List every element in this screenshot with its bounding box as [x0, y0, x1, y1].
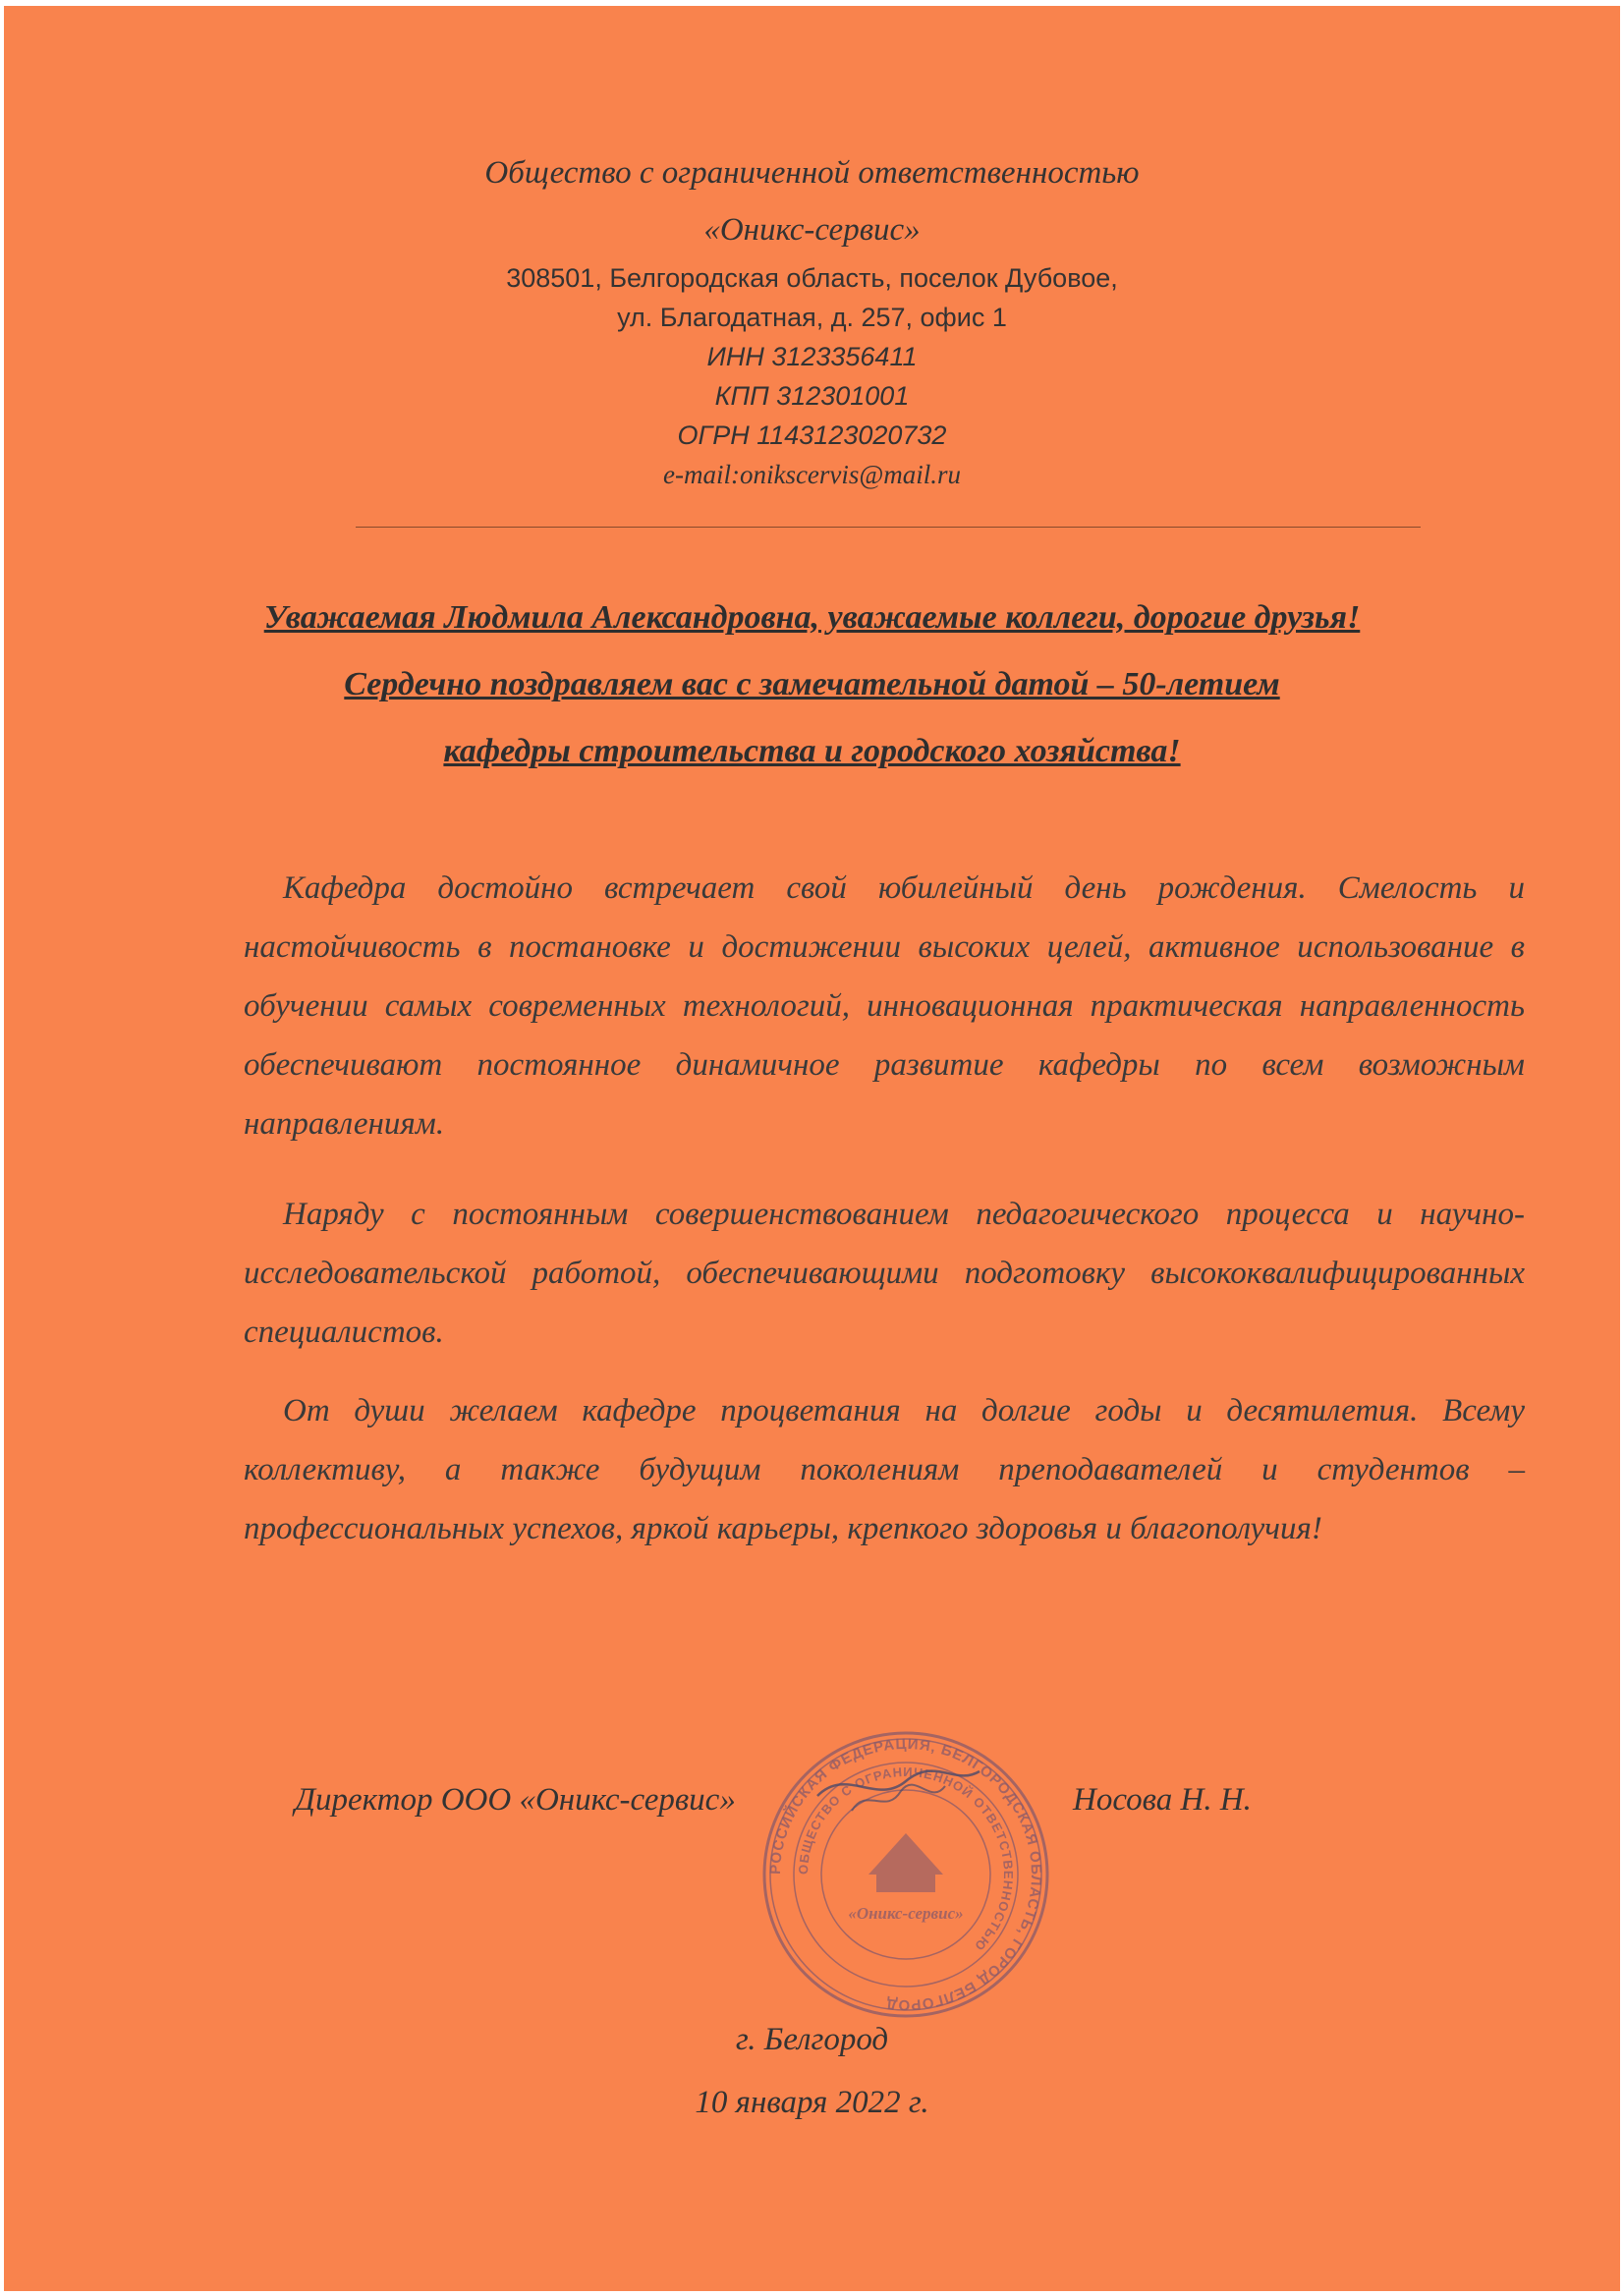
ogrn-line: ОГРН 1143123020732 [677, 420, 947, 450]
body-paragraph-2 [244, 1185, 1525, 1362]
body-paragraph-1-text: Кафедра достойно встречает свой юбилейный день рождения. Смелость и настойчивость в постановке и достижении высоких целей, активное использование в обучении самых современных технологий, инновационная практическая направленность обеспечивают постоянное динамичное развитие кафедры по всем возможным направлениям. [244, 870, 1525, 1142]
inn-line: ИНН 3123356411 [706, 342, 918, 371]
city-line: г. Белгород [735, 2022, 889, 2057]
company-seal-stamp [758, 1727, 1053, 2022]
address-line2: ул. Благодатная, д. 257, офис 1 [617, 303, 1007, 332]
stamp-outer-text: РОССИЙСКАЯ ФЕДЕРАЦИЯ, БЕЛГОРОДСКАЯ ОБЛАСТЬ, ГОРОД БЕЛГОРОД [766, 1735, 1045, 2014]
org-name-line2: «Оникс-сервис» [703, 212, 921, 248]
letter-sheet [4, 6, 1620, 2291]
greeting-line2: Сердечно поздравляем вас с замечательной датой – 50-летием [344, 666, 1280, 702]
email-line: e-mail:onikscervis@mail.ru [662, 460, 962, 489]
header-divider [356, 527, 1421, 528]
signature-name: Носова Н. Н. [1073, 1782, 1252, 1818]
building-icon [868, 1833, 943, 1892]
kpp-line: КПП 312301001 [714, 381, 910, 411]
date-line: 10 января 2022 г. [695, 2085, 929, 2120]
body-paragraph-1 [244, 859, 1525, 1153]
body-paragraph-3-text: От души желаем кафедре процветания на долгие годы и десятилетия. Всему коллективу, а также будущим поколениям преподавателей и студентов – профессиональных успехов, яркой карьеры, крепкого здоровья и благополучия! [244, 1393, 1525, 1546]
greeting-line1: Уважаемая Людмила Александровна, уважаемые коллеги, дорогие друзья! [263, 599, 1361, 636]
greeting-line3: кафедры строительства и городского хозяйства! [443, 733, 1181, 769]
stamp-center-text: «Оникс-сервис» [848, 1904, 964, 1923]
signature-title: Директор ООО «Оникс-сервис» [295, 1782, 736, 1818]
stamp-inner-text: ОБЩЕСТВО С ОГРАНИЧЕННОЙ ОТВЕТСТВЕННОСТЬЮ [795, 1764, 1017, 1955]
address-line1: 308501, Белгородская область, поселок Дубовое, [506, 263, 1118, 293]
body-paragraph-2-text: Наряду с постоянным совершенствованием педагогического процесса и научно-исследовательской работой, обеспечивающими подготовку высококвалифицированных специалистов. [244, 1197, 1525, 1350]
org-name-line1: Общество с ограниченной ответственностью [484, 155, 1140, 191]
body-paragraph-3 [244, 1381, 1525, 1558]
